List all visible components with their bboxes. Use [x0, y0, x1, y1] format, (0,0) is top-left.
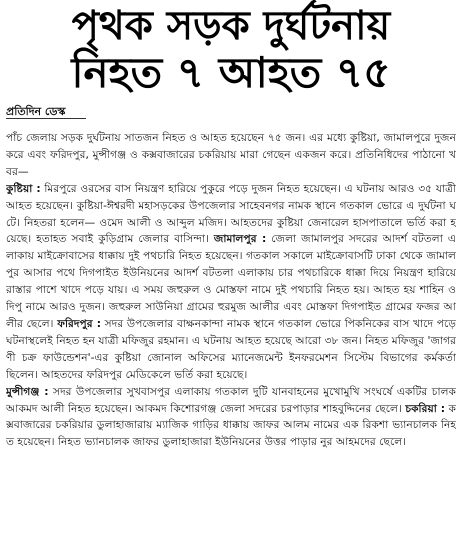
kushtia-dateline: কুষ্টিয়া :: [6, 181, 41, 195]
article-paragraph-kushtia-jamalpur-faridpur: [6, 181, 456, 384]
jamalpur-dateline: জামালপুর :: [213, 232, 267, 246]
faridpur-text: সদর উপজেলার বাক্ষনকান্দা নামক স্থানে গতকাল ভোরে পিকনিকের বাস খাদে পড়ে ঘটনাস্থলেই নিহত হন যাত্রী মফিজুর রহমান। এ ঘটনায় আহত হয়েছে আরো ৩৮ জন। নিহত মফিজুর 'জাগরণী চক্র ফাউন্ডেশন'-এর কুষ্টিয়া জোনাল অফিসের ম্যানেজমেন্ট ইনফরমেশন সিস্টেম বিভাগের কর্মকর্তা ছিলেন। আহতদের ফরিদপুর মেডিকেলে ভর্তি করা হয়েছে।: [6, 316, 456, 381]
faridpur-dateline: ফরিদপুর :: [57, 316, 101, 330]
jamalpur-text: জেলা জামালপুর সদরের আদর্শ বটতলা এলাকায় মাইক্রোবাসের ধাক্কায় দুই পথচারি নিহত হয়েছেন। গতকাল সকালে মাইক্রোবাসটি ঢাকা থেকে জামালপুর আসার পথে দিগপাইত ইউনিয়নের আদর্শ বটতলা এলাকায় চার পথচারিকে ধাক্কা দিয়ে নিয়ন্ত্রণ হারিয়ে রাস্তার পাশে খাদে পড়ে যায়। এ সময় জহুরুল ও মোস্তফা নামে দুই পথচারি নিহত হয়। আহত হয় শাহিন ও দিপু নামে আরও দুজন। জহুরুল সাউনিয়া গ্রামের হুরমুজ আলীর এবং মোস্তফা দিগপাইত গ্রামের ফজর আলীর ছেলে।: [6, 232, 456, 330]
munshiganj-text: সদর উপজেলার সুখবাসপুর এলাকায় গতকাল দুটি যানবাহনের মুখোমুখি সংঘর্ষে একটির চালক আকমদ আলী নিহত হয়েছেন। আকমদ কিশোরগঞ্জ জেলা সদরের চরপাড়ার শাহবুদ্দিনের ছেলে।: [6, 384, 456, 415]
article-paragraph-intro: [6, 130, 456, 181]
chakaria-dateline: চকরিয়া :: [405, 401, 445, 415]
headline-line-1: পৃথক সড়ক দুর্ঘটনায়: [71, 2, 391, 49]
intro-text: পাঁচ জেলায় সড়ক দুর্ঘটনায় সাতজন নিহত ও আহত হয়েছেন ৭৫ জন। এর মধ্যে কুষ্টিয়া, জামালপুরে দুজন করে এবং ফরিদপুর, মুন্সীগঞ্জ ও কক্সবাজারের চকরিয়ায় মারা গেছেন একজন করে। প্রতিনিধিদের পাঠানো খবর—: [6, 131, 456, 178]
byline-desk: প্রতিদিন ডেস্ক: [6, 105, 66, 118]
chakaria-text: কক্সবাজারের চকরিয়ার ডুলাহাজারায় ম্যাজিক গাড়ির ধাক্কায় জাফর আলম নামের এক রিকশা ভ্যানচালক নিহত হয়েছেন। নিহত ভ্যানচালক জাফর ডুলাহাজারা ইউনিয়নের উত্তর পাড়ার নুর আহমদের ছেলে।: [6, 401, 456, 449]
munshiganj-dateline: মুন্সীগঞ্জ :: [6, 384, 49, 398]
article-body: [6, 130, 456, 532]
byline-underline: [6, 118, 86, 119]
headline-line-2: নিহত ৭ আহত ৭৫: [71, 48, 391, 97]
kushtia-text: মিরপুরে ওরসের বাস নিয়ন্ত্রণ হারিয়ে পুকুরে পড়ে দুজন নিহত হয়েছেন। এ ঘটনায় আরও ৩৫ যাত্রী আহত হয়েছেন। কুষ্টিয়া-ঈশ্বরদী মহাসড়কের উপজেলার সাহেবনগর নামক স্থানে গতকাল ভোরে এ দুর্ঘটনা ঘটে। নিহতরা হলেন— ওমেদ আলী ও আব্দুল মজিদ। আহতদের কুষ্টিয়া জেনারেল হাসপাতালে ভর্তি করা হয়েছে। হতাহত সবাই কুড়িগ্রাম জেলার বাসিন্দা।: [6, 181, 456, 246]
article-paragraph-munshiganj-chakaria: [6, 384, 456, 452]
